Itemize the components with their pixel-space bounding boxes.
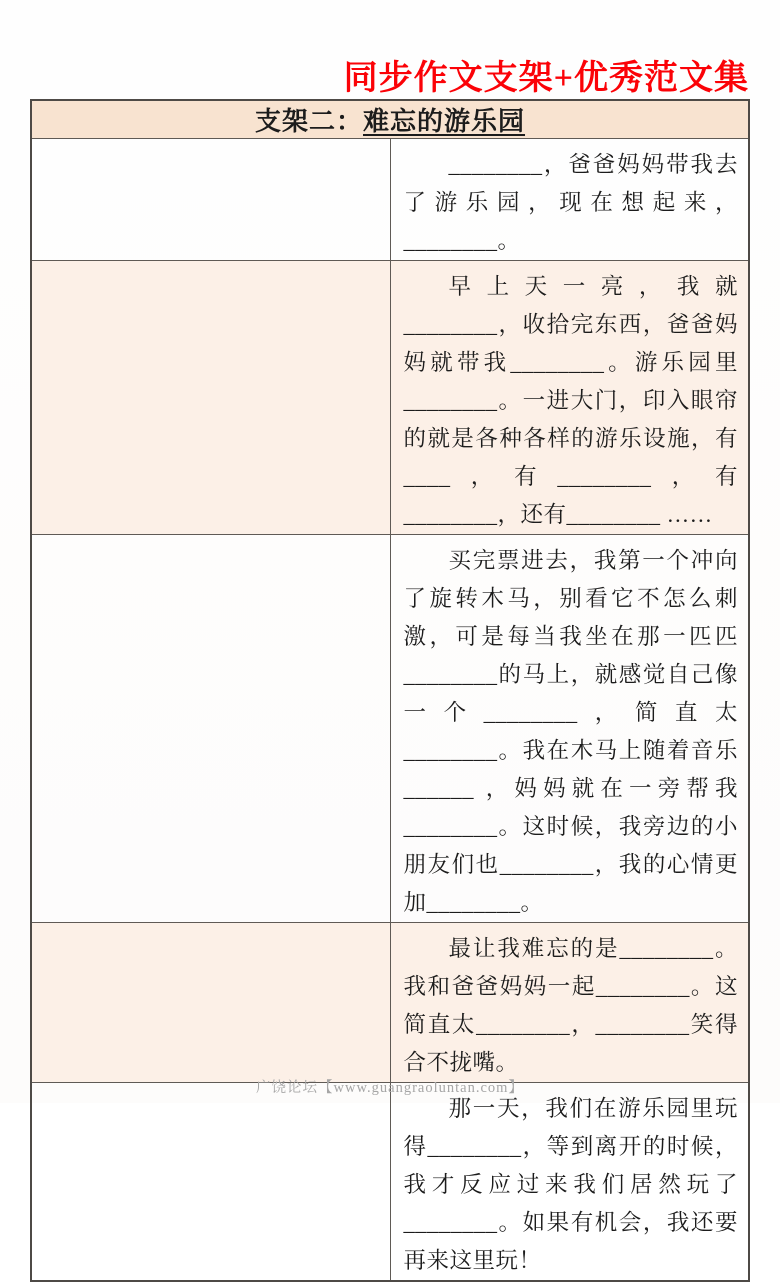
table-title-topic: 难忘的游乐园 (363, 107, 526, 136)
row5-content-cell (390, 1083, 749, 1282)
table-row (31, 139, 749, 261)
row2-content-cell (390, 261, 749, 535)
table-row (31, 535, 749, 923)
table-row (31, 923, 749, 1083)
row5-paragraph: 那一天，我们在游乐园里玩得________，等到离开的时候，我才反应过来我们居然玩了________。如果有机会，我还要再来这里玩！ (403, 1096, 738, 1273)
row2-paragraph: 早上天一亮，我就________，收拾完东西，爸爸妈妈就带我________。游乐园里________。一进大门，印入眼帘的就是各种各样的游乐设施，有____，有________，有________，还有________ …… (403, 274, 738, 527)
row4-label-cell (31, 923, 390, 1083)
row4-content-cell (390, 923, 749, 1083)
table-title-cell (31, 100, 749, 139)
table-header-row (31, 100, 749, 139)
row1-content-cell (390, 139, 749, 261)
table-row (31, 1083, 749, 1282)
row3-paragraph: 买完票进去，我第一个冲向了旋转木马，别看它不怎么刺激，可是每当我坐在那一匹匹________的马上，就感觉自己像一个________，简直太________。我在木马上随着音乐______ ，妈妈就在一旁帮我________。这时候，我旁边的小朋友们也________，我的心情更加________。 (403, 548, 738, 915)
row3-content-cell (390, 535, 749, 923)
row3-label-cell (31, 535, 390, 923)
watermark-footer: 广饶论坛【www.guangraoluntan.com】 (256, 1080, 524, 1096)
row5-label-cell (31, 1083, 390, 1282)
row1-label-cell (31, 139, 390, 261)
table-title-prefix: 支架二： (254, 107, 363, 136)
row4-paragraph: 最让我难忘的是________。我和爸爸妈妈一起________。这简直太________，________笑得合不拢嘴。 (403, 936, 738, 1075)
row2-label-cell (31, 261, 390, 535)
scaffold-table (30, 99, 750, 1282)
row1-paragraph: ________，爸爸妈妈带我去了游乐园，现在想起来，________。 (403, 152, 738, 253)
table-row (31, 261, 749, 535)
page-title: 同步作文支架+优秀范文集 (343, 60, 749, 97)
